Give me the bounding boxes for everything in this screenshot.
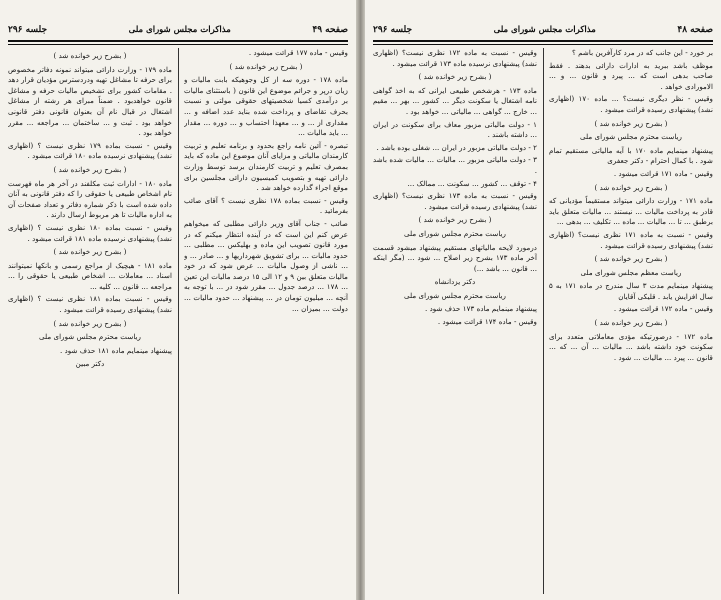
left-page-column-left (8, 48, 172, 596)
centered-line: دکتر مبین (75, 359, 105, 369)
paragraph: ۲ - دولت مالیاتی مزبور در ایران ... شغلی بوده باشد . (376, 142, 537, 152)
centered-line: ( بشرح زیر خوانده شد ) (594, 182, 668, 192)
centered-line: ( بشرح زیر خوانده شد ) (594, 318, 668, 328)
right-header-rule (373, 40, 713, 45)
paragraph: پیشنهاد مینمایم ماده ۱۷۳ حذف شود . (425, 304, 537, 314)
paragraph: درمورد لایحه مالیاتهای مستقیم پیشنهاد میشود قسمت آخر ماده ۱۷۳ بشرح زیر اصلاح ... شود ... (مگر اینکه ... قانون ... باشد ...) (373, 242, 537, 273)
centered-line: ( بشرح زیر خوانده شد ) (229, 61, 303, 71)
paragraph: پیشنهاد مینمایم مدت ۳ سال مندرج در ماده ۱۷۱ به ۵ سال افزایش یابد . قلیکی آقایان (549, 281, 713, 301)
left-header-title: مذاکرات مجلس شورای ملی (128, 25, 231, 35)
centered-line: ( بشرح زیر خوانده شد ) (418, 72, 492, 82)
centered-line: ریاست معظم مجلس شورای ملی (580, 267, 682, 277)
left-page-column-right (184, 48, 348, 596)
right-page (365, 0, 721, 600)
paragraph: وقیس - نسبت بماده ۱۸۱ نظری نیست ؟ (اظهاری نشد) پیشنهادی رسیده قرائت میشود . (8, 294, 172, 315)
paragraph: صائب - جناب آقای وزیر دارائی مطلبی که میخواهم عرض کنم این است که در آینده انتظار میکنم که در مورد قانون تصویب این ماده و بهلیکس ... مطلبی ... حدود مالیات ... برای تشویق شهرداریها و ... صادر ... و ... ناشی از وصول مالیات ... عرض شود که در خود مالیات متعلق بین ۹ و ۱۲ الی ۱۵ درصد مالیات این تعین ... ۱۷۸ ... درصد جدول ... مقرر شود در ... با توجه به آنچه ... میلیون تومان در ... پیشنهاد ... حدود مالیات ... دولت ... بمیزان ... (184, 218, 348, 313)
paragraph: وقیس - نسبت بماده ۱۷۹ نظری نیست ؟ (اظهاری نشد) پیشنهادی نرسیده ماده ۱۸۰ قرائت میشود . (8, 140, 172, 161)
book-gutter (356, 0, 365, 600)
paragraph: ماده ۱۸۰ - ادارات ثبت مکلفند در آخر هر ماه فهرست نام اشخاص طبیعی یا حقوقی را که دفتر قانونی به آنان داده شده است با ذکر شماره دفاتر و تعداد صفحات آن به اداره مالیات تا هر مربوط ارسال دارند . (8, 178, 172, 220)
paragraph: وقیس - ماده ۱۷۱ قرائت میشود . (613, 168, 713, 178)
centered-line: ریاست محترم مجلس شورای ملی (579, 132, 683, 142)
paragraph: ۳ - دولت مالیاتی مزبور ... مالیات ... مالیات شده باشد . (373, 155, 537, 175)
centered-line: ریاست محترم مجلس شورای ملی (403, 290, 507, 300)
centered-line: ریاست محترم مجلس شورای ملی (38, 332, 142, 342)
paragraph: وقیس - نسبت به ماده ۱۷۱ نظری نیست؟ (اظهاری نشد) پیشنهادی رسیده قرائت میشود . (549, 229, 713, 250)
paragraph: ماده ۱۷۸ - دوره سه از کل وجوهیکه بابت مالیات و زیان درپر و جرائم موضوع این قانون ( باستثنای مالیات بر درآمدی کسیا شخصیتهای حقوقی مولتی و نسبت بحرف تقاضای و پرداخت شده بناید عدد اضافه و ... مقداری از ... و ... معهذا احتساب و ... دوره ... مقدار ... باید مالیات ... (184, 75, 348, 138)
left-header-session: جلسه ۲۹۶ (8, 25, 48, 35)
paragraph: تبصره - آئین نامه راجع بحدود و برنامه تعلیم و تربیت کارمندان مالیاتی و مزایای آنان موضوع این ماده که باید بمصرف تعلیم و تربیت کارمندان برسد توسط وزارت دارائی تهیه و بتصویب کمیسیون دارائی مجلسین برای موقع اجراء گذارده خواهد شد . (184, 140, 348, 193)
paragraph: ماده ۱۸۱ - هیچیک از مراجع رسمی و بانکها نمیتوانند اسناد ... معاملات ... اشخاص طبیعی یا حقوقی را ... مراجعه ... قانون ... کلیه ... (8, 260, 172, 291)
paragraph: وقیس - نسبت به ماده ۱۷۲ نظری نیست؟ (اظهاری نشد) پیشنهادی نرسیده ماده ۱۷۳ قرائت میشود . (373, 48, 537, 68)
left-page-number: صفحه ۴۹ (312, 25, 348, 35)
left-page-header (8, 22, 348, 38)
paragraph: پیشنهاد مینمایم ماده ۱۷۰ با آیه مالیاتی مستقیم تمام شود . با کمال احترام - دکتر جعفری (549, 145, 713, 166)
centered-line: ( بشرح زیر خوانده شد ) (53, 164, 127, 174)
right-column-divider (543, 48, 544, 594)
paragraph: وقیس - ماده ۱۷۴ قرائت میشود . (437, 317, 537, 327)
paragraph: پیشنهاد مینمایم ماده ۱۸۱ حذف شود . (60, 345, 172, 355)
paragraph: ماده ۱۷۳ - هرشخص طبیعی ایرانی که به اخذ گواهی نامه اشتغال یا سکونت دیگر ... کشور ... بهر ... مقیم ... خارج ... گواهی ... مالیاتی ... خواهد بود . (373, 85, 537, 116)
right-header-title: مذاکرات مجلس شورای ملی (493, 25, 596, 35)
paragraph: وقیس - نسبت به ماده ۱۷۳ نظری نیست؟ (اظهاری نشد) پیشنهادی رسیده قرائت میشود . (373, 191, 537, 211)
paragraph: وقیس - نظر دیگری نیست؟ ... ماده ۱۷۰ (اظهاری نشد) پیشنهادی رسیده قرائت میشود . (549, 94, 713, 114)
centered-line: ( بشرح زیر خوانده شد ) (418, 215, 492, 225)
centered-line: ( بشرح زیر خوانده شد ) (53, 51, 127, 60)
paragraph: ماده ۱۷۲ - درصورتیکه مؤدی معاملاتی متعدد برای سکونت خود داشته باشد ... مالیات ... آن ... که ... قانون ... پیرد ... مالیات ... شود . (549, 331, 713, 362)
right-page-number: صفحه ۴۸ (677, 25, 713, 35)
paragraph: موظف باشد ببرید به ادارات دارائی بدهند . فقط صاحب بدهی است که ... پیرد و قانون ... و ... الامورادی خواهد . (549, 60, 713, 91)
left-page (0, 0, 356, 600)
centered-line: دکتر یزدانشاه (434, 277, 476, 287)
left-header-rule (8, 40, 348, 45)
left-column-divider (178, 48, 179, 594)
paragraph: ۱ - دولت مالیاتی مزبور معاف برای سکونت در ایران ... داشته باشند . (373, 119, 537, 140)
right-page-column-right (549, 48, 713, 596)
paragraph: وقیس - ماده ۱۷۲ قرائت میشود . (613, 304, 713, 314)
right-page-header (373, 22, 713, 38)
paragraph: بر خورد - این جانب که در مرد کارآفرین باشم ؟ (572, 48, 713, 57)
centered-line: ( بشرح زیر خوانده شد ) (594, 118, 668, 128)
paragraph: ۴ - توقف ... کشور ... سکونت ... ممالک ... (407, 178, 537, 188)
centered-line: ریاست محترم مجلس شورای ملی (403, 228, 507, 238)
paragraph: ماده ۱۷۱ - وزارت دارائی میتواند مستقیماً مؤدیانی که قادر به پرداخت مالیات ... نیستند ... مالیات متعلق باید برطبق ... تا ... مالیات ... ماده ... تکلیف ... بدهی ... (549, 196, 713, 227)
right-header-session: جلسه ۲۹۶ (373, 25, 413, 35)
paragraph: ماده ۱۷۹ - وزارت دارائی میتواند نمونه دفاتر مخصوص برای حرفه تا مشاغل تهیه ودردسترس مؤدیان قرار دهد . مقامات کشور برای تشخیص مالیات حرفه و مشاغل قانون خواهدبود . ضمناً مبرای هر رشته از مشاغل اشتغال در قبال نام آن بعنوان قانونی دفتر قانونی خواهد بود . ثبت و ... ساختمان ... مراجعه ... مقرر خواهد بود . (8, 64, 172, 138)
right-page-column-left (373, 48, 537, 596)
paragraph: وقیس - نسبت بماده ۱۸۰ نظری نیست ؟ (اظهاری نشد) پیشنهادی نرسیده ماده ۱۸۱ قرائت میشود . (8, 222, 172, 243)
centered-line: ( بشرح زیر خوانده شد ) (53, 318, 127, 328)
centered-line: ( بشرح زیر خوانده شد ) (53, 247, 127, 257)
paragraph: وقیس - نسبت بماده ۱۷۸ نظری نیست ؟ آقای صائب بفرمائید . (184, 195, 348, 216)
paragraph: وقیس - ماده ۱۷۷ قرائت میشود . (248, 48, 348, 57)
centered-line: ( بشرح زیر خوانده شد ) (594, 254, 668, 264)
